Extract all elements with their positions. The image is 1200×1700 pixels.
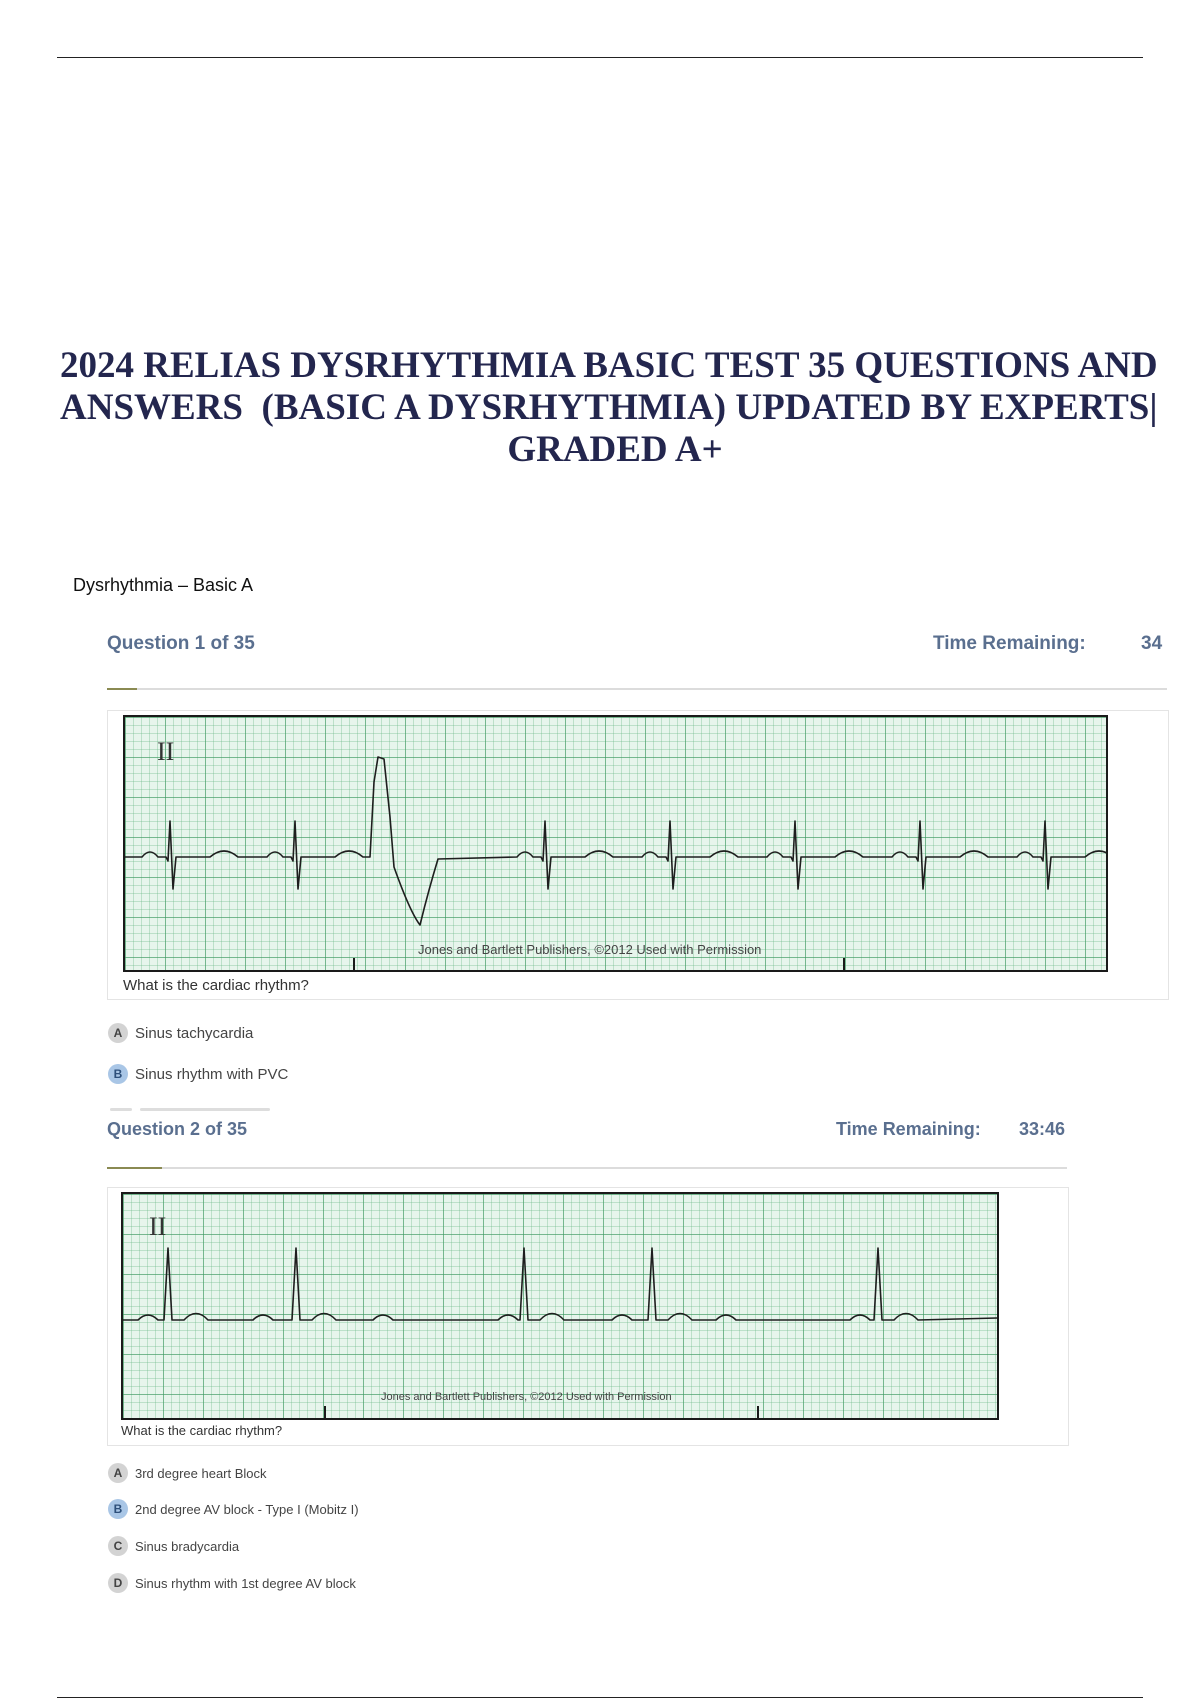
option-letter-badge: A [108,1463,128,1483]
question-2-card [107,1187,1069,1446]
question-2-time-label: Time Remaining: [836,1119,981,1139]
question-1-time-label: Time Remaining: [933,633,1086,654]
question-1-credit: Jones and Bartlett Publishers, ©2012 Used with Permission [418,942,762,957]
question-2-ecg-strip [121,1192,999,1420]
question-1-option-a[interactable] [108,1023,253,1043]
question-2-option-c[interactable] [108,1536,239,1556]
question-1-header: Question 1 of 35 [107,633,255,654]
option-label: 2nd degree AV block - Type I (Mobitz I) [135,1501,359,1517]
option-label: Sinus rhythm with 1st degree AV block [135,1575,356,1591]
question-1-prompt: What is the cardiac rhythm? [123,977,309,994]
title-line-1: 2024 RELIAS DYSRHYTHMIA BASIC TEST 35 QUESTIONS AND [60,345,1158,386]
question-1-option-b[interactable] [108,1064,288,1084]
question-2-ecg-trace [123,1194,997,1418]
option-label: 3rd degree heart Block [135,1465,267,1481]
question-1-ecg-trace [125,717,1106,970]
question-2-strip-tick [757,1406,759,1418]
option-letter-badge-selected: B [108,1064,128,1084]
question-1-strip-tick [353,958,355,970]
top-rule [57,57,1143,58]
question-2-lead-label: II [149,1212,167,1241]
option-letter-badge: C [108,1536,128,1556]
question-2-time-value: 33:46 [1019,1119,1066,1139]
question-2-credit: Jones and Bartlett Publishers, ©2012 Used with Permission [381,1391,672,1403]
question-1-card [107,710,1169,1000]
bottom-rule [57,1697,1143,1698]
question-1-progress-line [107,688,1167,690]
question-2-prompt: What is the cardiac rhythm? [121,1423,283,1438]
question-2-option-a[interactable] [108,1463,267,1483]
option-label: Sinus tachycardia [135,1024,254,1042]
question-2-strip-tick [324,1406,326,1418]
option-letter-badge-selected: B [108,1499,128,1519]
option-label: Sinus bradycardia [135,1538,240,1554]
document-subtitle: Dysrhythmia – Basic A [73,575,254,595]
question-2-header: Question 2 of 35 [107,1119,248,1139]
option-label: Sinus rhythm with PVC [135,1065,289,1083]
question-2-progress-accent [107,1167,162,1169]
question-1-lead-label: II [157,737,175,766]
option-letter-badge: A [108,1023,128,1043]
title-line-2: ANSWERS (BASIC A DYSRHYTHMIA) UPDATED BY EXPERTS| [60,387,1158,428]
question-1-progress-accent [107,688,137,690]
option-letter-badge: D [108,1573,128,1593]
question-2-progress-line [107,1167,1067,1169]
document-title [60,345,1170,471]
cropped-option-fragment [110,1108,132,1111]
question-2-option-b[interactable] [108,1499,359,1519]
question-1-ecg-strip [123,715,1108,972]
question-1-strip-tick [843,958,845,970]
title-line-3: GRADED A+ [507,429,723,470]
question-1-time-value: 34 [1141,633,1163,654]
question-2-option-d[interactable] [108,1573,356,1593]
cropped-option-fragment [140,1108,270,1111]
